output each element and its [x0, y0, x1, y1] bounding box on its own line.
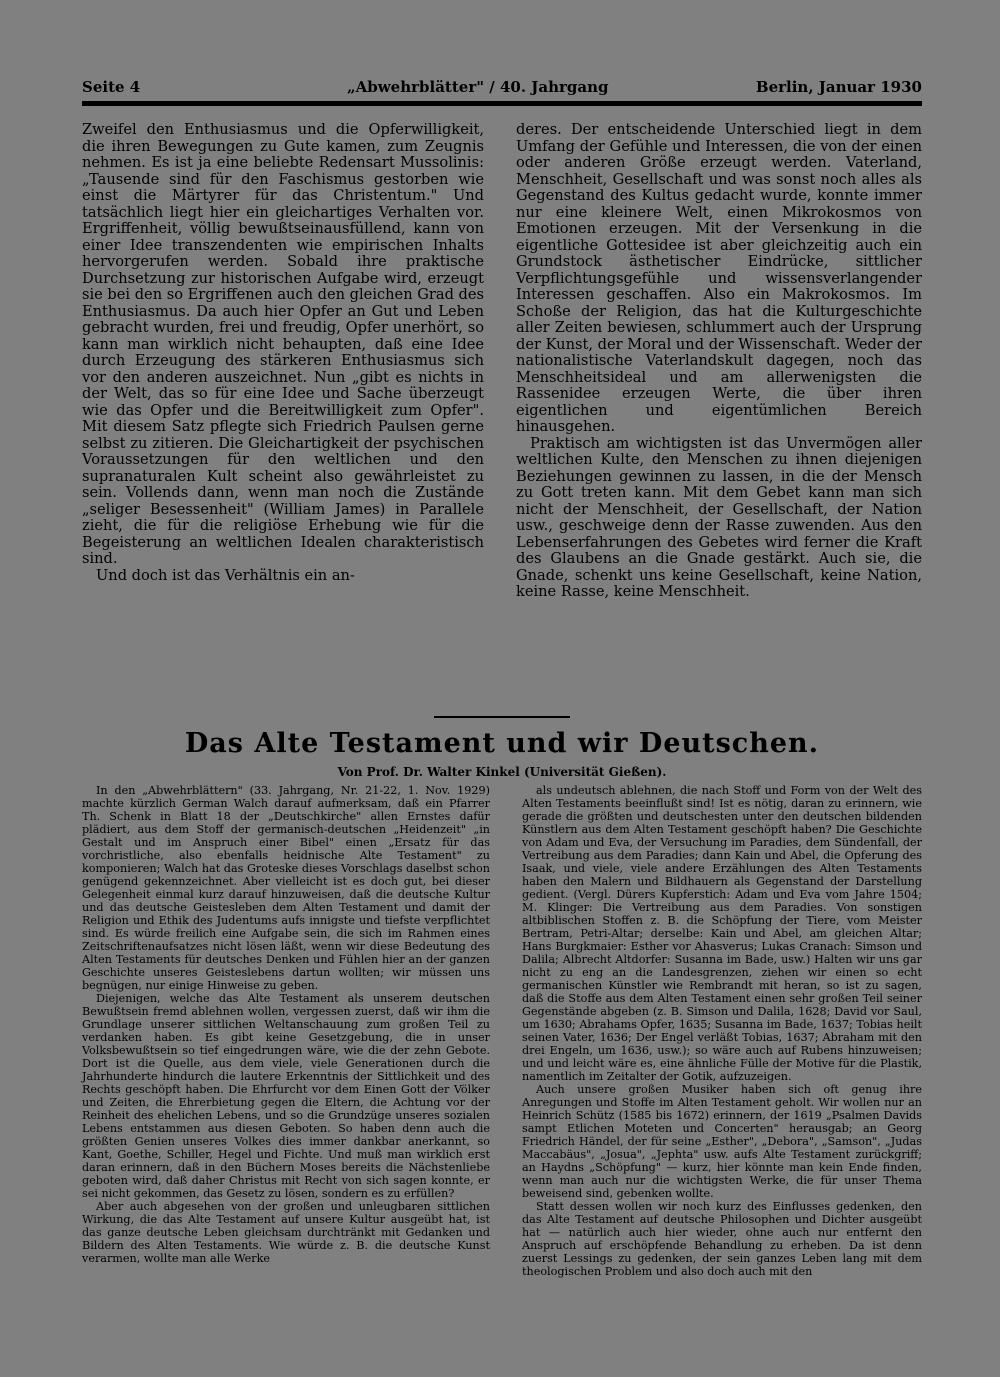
dateline: Berlin, Januar 1930: [755, 78, 922, 96]
column-top-left: [82, 122, 484, 584]
page-number: Seite 4: [82, 78, 141, 96]
paragraph: Diejenigen, welche das Alte Testament als unserem deutschen Bewußtsein fremd ablehnen wollen, vergessen zuerst, daß wir ihm die Grundlage unserer sittlichen Weltanschauung zum großen Teil zu verdanken haben. Es gibt keine Gesetzgebung, die in unser Volksbewußtsein so tief eingedrungen wäre, wie die der zehn Gebote. Dort ist die Quelle, aus dem viele, viele Generationen durch die Jahrhunderte hindurch die lautere Erkenntnis der Sittlichkeit und des Rechts geschöpft haben. Die Ehrfurcht vor dem Einen Gott der Völker und Zeiten, die Ehrerbietung gegen die Eltern, die Achtung vor der Reinheit des ehelichen Lebens, und so die Grundzüge unseres sozialen Lebens entstammen aus diesen Geboten. So haben denn auch die größten Genien unseres Volkes dies immer dankbar anerkannt, so Kant, Goethe, Schiller, Hegel und Fichte. Und muß man wirklich erst daran erinnern, daß in den Büchern Moses bereits die Nächstenliebe geboten wird, daß daher Christus mit Recht von sich sagen konnte, er sei nicht gekommen, das Gesetz zu lösen, sondern es zu erfüllen?: [82, 992, 490, 1200]
paragraph: Statt dessen wollen wir noch kurz des Einflusses gedenken, den das Alte Testament auf deutsche Philosophen und Dichter ausgeübt hat — natürlich auch hier wieder, ohne auch nur entfernt den Anspruch auf erschöpfende Behandlung zu erheben. Da ist denn zuerst Lessings zu gedenken, der sein ganzes Leben lang mit dem theologischen Problem und also doch auch mit den: [522, 1200, 922, 1278]
publication-title: „Abwehrblätter" / 40. Jahrgang: [347, 78, 609, 96]
paragraph: deres. Der entscheidende Unterschied liegt in dem Umfang der Gefühle und Interessen, die von der einen oder anderen Größe erzeugt werden. Vaterland, Menschheit, Gesellschaft und was sonst noch alles als Gegenstand des Kultus gedacht wurde, konnte immer nur eine kleinere Welt, einen Mikrokosmos von Emotionen erzeugen. Mit der Versenkung in die eigentliche Gottesidee ist aber gleichzeitig auch ein Grundstock ästhetischer Eindrücke, sittlicher Verpflichtungsgefühle und wissensverlangender Interessen geschaffen. Also ein Makrokosmos. Im Schoße der Religion, das hat die Kulturgeschichte aller Zeiten bewiesen, schlummert auch der Ursprung der Kunst, der Moral und der Wissenschaft. Weder der nationalistische Vaterlandskult dagegen, noch das Menschheitsideal und am allerwenigsten die Rassenidee erzeugen Werte, die über ihren eigentlichen und eigentümlichen Bereich hinausgehen.: [516, 121, 923, 435]
article-column-right: [522, 784, 922, 1278]
paragraph: Auch unsere großen Musiker haben sich oft genug ihre Anregungen und Stoffe im Alten Testament geholt. Wir wollen nur an Heinrich Schütz (1585 bis 1672) erinnern, der 1619 „Psalmen Davids sampt Etlichen Moteten und Concerten" herausgab; an Georg Friedrich Händel, der für seine „Esther", „Debora", „Samson", „Judas Maccabäus", „Josua", „Jephta" usw. aufs Alte Testament zurückgriff; an Haydns „Schöpfung" — kurz, hier könnte man kein Ende finden, wenn man auch nur die wichtigsten Werke, die für unser Thema beweisend sind, gebenken wollte.: [522, 1083, 922, 1200]
paragraph: Zweifel den Enthusiasmus und die Opferwilligkeit, die ihren Bewegungen zu Gute kamen, zum Zeugnis nehmen. Es ist ja eine beliebte Redensart Mussolinis: „Tausende sind für den Faschismus gestorben wie einst die Märtyrer für das Christentum." Und tatsächlich liegt hier ein gleichartiges Verhalten vor. Ergriffenheit, völlig bewußtseinausfüllend, kann von einer Idee transzendenten wie empirischen Inhalts hervorgerufen werden. Sobald ihre praktische Durchsetzung zur historischen Aufgabe wird, erzeugt sie bei den so Ergriffenen auch den gleichen Grad des Enthusiasmus. Da auch hier Opfer an Gut und Leben gebracht wurden, frei und freudig, Opfer unerhört, so kann man wirklich nicht behaupten, daß eine Idee durch Erzeugung des stärkeren Enthusiasmus sich vor den anderen auszeichnet. Nun „gibt es nichts in der Welt, das so für eine Idee und Sache überzeugt wie das Opfer und die Bereitwilligkeit zum Opfer". Mit diesem Satz pflegte sich Friedrich Paulsen gerne selbst zu zitieren. Die Gleichartigkeit der psychischen Voraussetzungen für den weltlichen und den supranaturalen Kult scheint also gewährleistet zu sein. Vollends dann, wenn man noch die Zustände „seliger Besessenheit" (William James) in Parallele zieht, die für die religiöse Erhebung wie für die Begeisterung an weltlichen Idealen charakteristisch sind.: [82, 121, 485, 567]
header-rule: [82, 101, 922, 106]
paragraph: In den „Abwehrblättern" (33. Jahrgang, Nr. 21-22, 1. Nov. 1929) machte kürzlich German Walch darauf aufmerksam, daß ein Pfarrer Th. Schenk in Blatt 18 der „Deutschkirche" allen Ernstes dafür plädiert, aus dem Stoff der germanisch-deutschen „Heidenzeit" „in Gestalt und im Anspruch einer Bibel" einen „Ersatz für das vorchristliche, also ebenfalls heidnische Alte Testament" zu komponieren; Walch hat das Groteske dieses Vorschlags daselbst schon genügend gekennzeichnet. Aber vielleicht ist es doch gut, bei dieser Gelegenheit einmal kurz darauf hinzuweisen, daß die deutsche Kultur und das deutsche Geistesleben dem Alten Testament und damit der Religion und Ethik des Judentums aufs innigste und tiefste verpflichtet sind. Es würde freilich eine Aufgabe sein, die sich im Rahmen eines Zeitschriftenaufsatzes nicht lösen läßt, wenn wir diese Bedeutung des Alten Testaments für deutsches Denken und Fühlen hier an der ganzen Geschichte unseres Geisteslebens dartun wollten; wir müssen uns begnügen, nur einige Hinweise zu geben.: [82, 784, 490, 992]
newspaper-page: [82, 78, 922, 1358]
article-title: Das Alte Testament und wir Deutschen.: [184, 728, 820, 759]
paragraph: Praktisch am wichtigsten ist das Unvermögen aller weltlichen Kulte, den Menschen zu ihnen diejenigen Beziehungen gewinnen zu lassen, in die der Mensch zu Gott treten kann. Mit dem Gebet kann man sich nicht der Menschheit, der Gesellschaft, der Nation usw., geschweige denn der Rasse zuwenden. Aus den Lebenserfahrungen des Gebetes wird ferner die Kraft des Glaubens an die Gnade gestärkt. Auch sie, die Gnade, schenkt uns keine Gesellschaft, keine Nation, keine Rasse, keine Menschheit.: [516, 434, 922, 600]
paragraph: Und doch ist das Verhältnis ein an-: [96, 566, 355, 584]
page-header: [82, 78, 922, 100]
article-column-left: [82, 784, 490, 1265]
section-divider: [434, 716, 570, 718]
column-top-right: [516, 122, 922, 601]
paragraph: Aber auch abgesehen von der großen und unleugbaren sittlichen Wirkung, die das Alte Testament auf unsere Kultur ausgeübt hat, ist das ganze deutsche Leben gleichsam durchtränkt mit Gedanken und Bildern des Alten Testaments. Wie würde z. B. die deutsche Kunst verarmen, wollte man alle Werke: [82, 1200, 490, 1265]
paragraph: als undeutsch ablehnen, die nach Stoff und Form von der Welt des Alten Testaments beeinflußt sind! Ist es nötig, daran zu erinnern, wie gerade die größten und deutschesten unter den deutschen bildenden Künstlern aus dem Alten Testament geschöpft haben? Die Geschichte von Adam und Eva, der Versuchung im Paradies, dem Sündenfall, der Vertreibung aus dem Paradies; dann Kain und Abel, die Opferung des Isaak, und viele, viele andere Erzählungen des Alten Testaments haben den Malern und Bildhauern als Gegenstand der Darstellung gedient. (Vergl. Dürers Kupferstich: Adam und Eva vom Jahre 1504; M. Klinger: Die Vertreibung aus dem Paradies. Von sonstigen altbiblischen Stoffen z. B. die Schöpfung der Tiere, vom Meister Bertram, Petri-Altar; derselbe: Kain und Abel, am gleichen Altar; Hans Burgkmaier: Esther vor Ahasverus; Lukas Cranach: Simson und Dalila; Albrecht Altdorfer: Susanna im Bade, usw.) Halten wir uns gar nicht zu eng an die Landesgrenzen, ziehen wir einen so echt germanischen Künstler wie Rembrandt mit heran, so ist zu sagen, daß die Stoffe aus dem Alten Testament einen sehr großen Teil seiner Gegenstände abgeben (z. B. Simson und Dalila, 1628; David vor Saul, um 1630; Abrahams Opfer, 1635; Susanna im Bade, 1637; Tobias heilt seinen Vater, 1636; Der Engel verläßt Tobias, 1637; Abraham mit den drei Engeln, um 1636, usw.); so wäre auch auf Rubens hinzuweisen; und und leicht wäre es, eine ähnliche Fülle der Motive für die Plastik, namentlich im Zeitalter der Gotik, aufzuzeigen.: [522, 784, 922, 1083]
article-byline: Von Prof. Dr. Walter Kinkel (Universität Gießen).: [337, 765, 667, 779]
